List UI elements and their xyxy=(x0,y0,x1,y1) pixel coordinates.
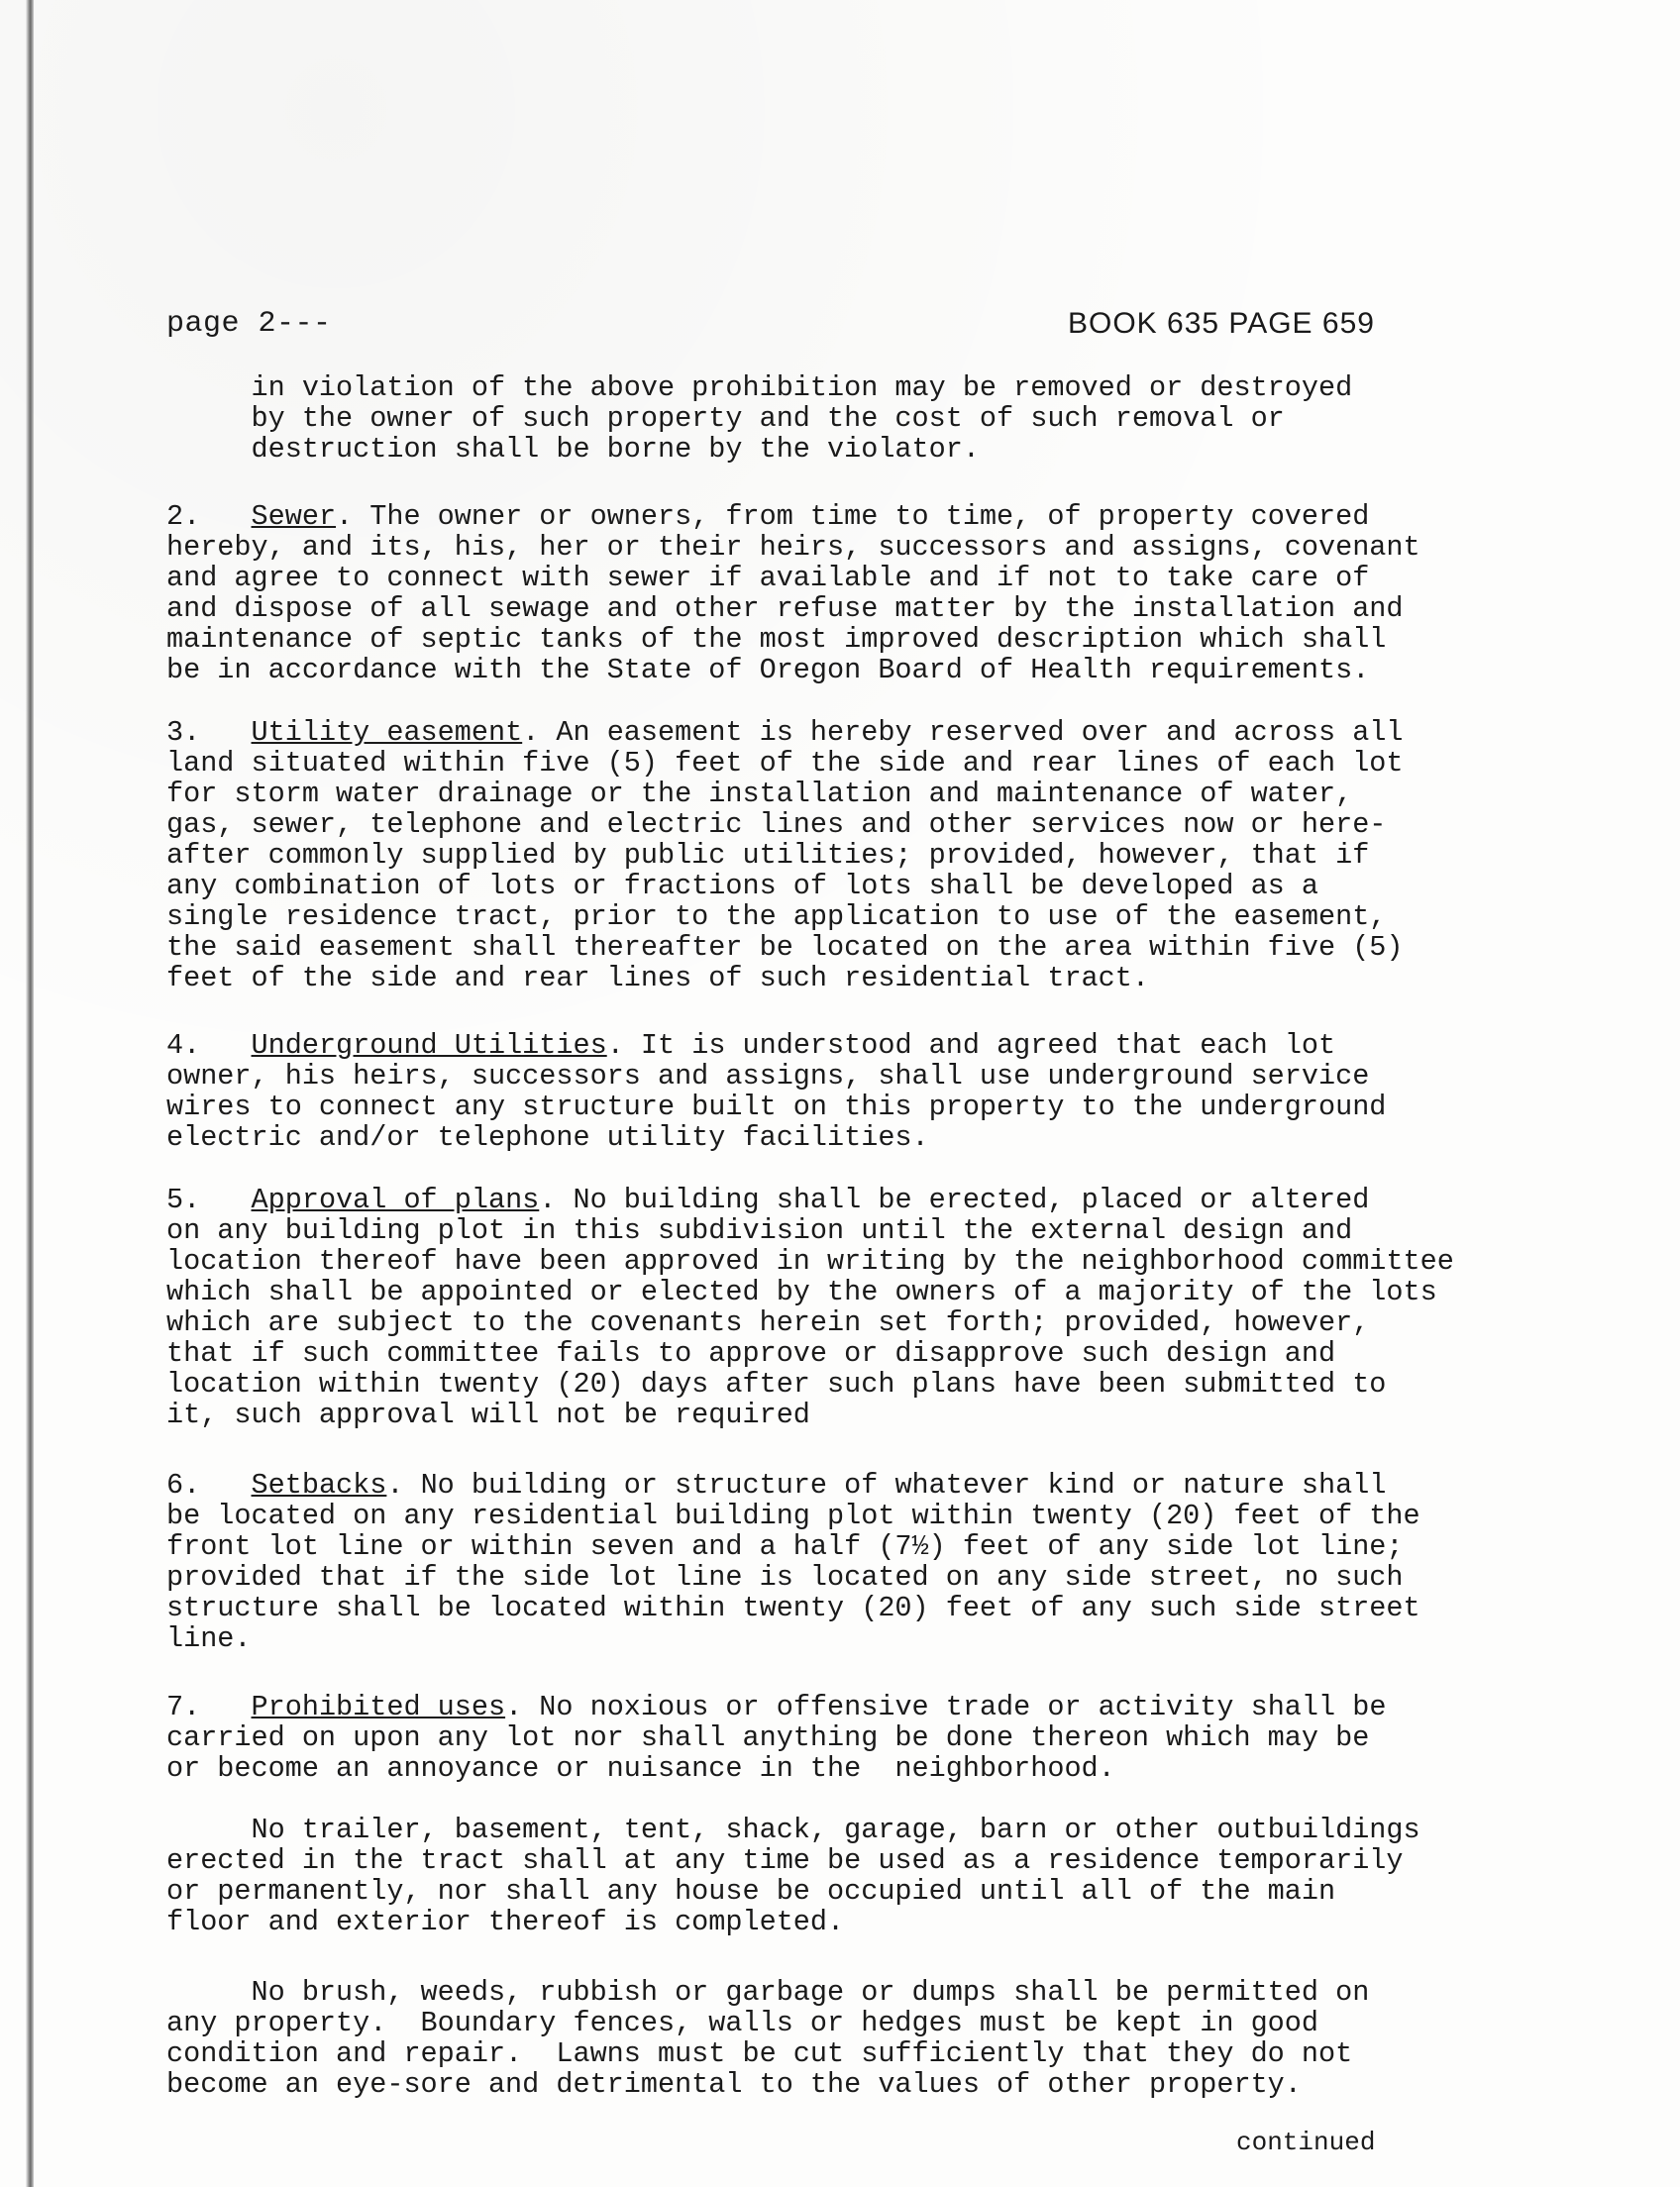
section-first-line-text: . It is understood and agreed that each lot xyxy=(606,1029,1336,1062)
text-line: which shall be appointed or elected by the owners of a majority of the lots xyxy=(166,1276,1437,1308)
section-first-line-text: . No noxious or offensive trade or activity shall be xyxy=(505,1691,1387,1723)
section-first-line xyxy=(166,717,1632,748)
text-line: which are subject to the covenants herein set forth; provided, however, xyxy=(166,1306,1370,1339)
text-line: and dispose of all sewage and other refuse matter by the installation and xyxy=(166,592,1404,625)
section-first-line-text: . An easement is hereby reserved over and across all xyxy=(522,716,1404,749)
section-number: 7. xyxy=(166,1691,201,1723)
section-first-line-text: . No building or structure of whatever kind or nature shall xyxy=(386,1469,1387,1502)
text-line: on any building plot in this subdivision until the external design and xyxy=(166,1214,1353,1247)
text-line: condition and repair. Lawns must be cut sufficiently that they do not xyxy=(166,2037,1353,2070)
section-number: 5. xyxy=(166,1184,201,1216)
section-first-line xyxy=(166,1692,1632,1722)
text-line: structure shall be located within twenty (20) feet of any such side street xyxy=(166,1592,1420,1624)
book-page-reference: BOOK 635 PAGE 659 xyxy=(1068,307,1375,340)
text-line: floor and exterior thereof is completed. xyxy=(166,1906,845,1938)
text-line: be in accordance with the State of Oregon Board of Health requirements. xyxy=(166,654,1370,686)
text-line: after commonly supplied by public utilities; provided, however, that if xyxy=(166,839,1370,872)
text-line: for storm water drainage or the installation and maintenance of water, xyxy=(166,778,1353,810)
text-line: owner, his heirs, successors and assigns, shall use underground service xyxy=(166,1060,1370,1093)
text-line: No brush, weeds, rubbish or garbage or dumps shall be permitted on xyxy=(166,1976,1370,2009)
continued-note: continued xyxy=(1236,2128,1376,2157)
text-line: No trailer, basement, tent, shack, garage, barn or other outbuildings xyxy=(166,1814,1420,1846)
section-underground-utilities xyxy=(166,1030,1632,1153)
text-line: erected in the tract shall at any time be used as a residence temporarily xyxy=(166,1844,1404,1877)
section-approval-of-plans xyxy=(166,1185,1632,1430)
section-first-line xyxy=(166,1185,1632,1215)
section-heading: Approval of plans xyxy=(251,1184,540,1216)
section-first-line-text: . The owner or owners, from time to time, of property covered xyxy=(336,500,1370,533)
page-number-label: page 2--- xyxy=(166,307,332,341)
text-line: any combination of lots or fractions of lots shall be developed as a xyxy=(166,870,1318,902)
text-line: carried on upon any lot nor shall anything be done thereon which may be xyxy=(166,1721,1370,1754)
section-heading: Utility easement xyxy=(251,716,523,749)
section-heading: Sewer xyxy=(251,500,337,533)
section-setbacks xyxy=(166,1470,1632,1654)
text-line: wires to connect any structure built on this property to the underground xyxy=(166,1091,1387,1123)
scan-binding-edge xyxy=(26,0,34,2187)
text-line: and agree to connect with sewer if available and if not to take care of xyxy=(166,562,1370,594)
section-heading: Setbacks xyxy=(251,1469,387,1502)
text-line: any property. Boundary fences, walls or hedges must be kept in good xyxy=(166,2007,1318,2039)
intro-paragraph xyxy=(166,372,1632,465)
section-first-line xyxy=(166,1030,1632,1061)
text-line: it, such approval will not be required xyxy=(166,1399,810,1431)
section-number: 4. xyxy=(166,1029,201,1062)
text-line: line. xyxy=(166,1622,252,1655)
section-first-line xyxy=(166,501,1632,532)
section-first-line xyxy=(166,1470,1632,1501)
text-line: location within twenty (20) days after such plans have been submitted to xyxy=(166,1368,1387,1401)
section-prohibited-uses xyxy=(166,1692,1632,1784)
section-number: 2. xyxy=(166,500,201,533)
text-line: gas, sewer, telephone and electric lines and other services now or here- xyxy=(166,808,1387,841)
section-first-line-text: . No building shall be erected, placed or altered xyxy=(539,1184,1370,1216)
text-line: in violation of the above prohibition may be removed or destroyed xyxy=(166,371,1353,404)
text-line: or permanently, nor shall any house be occupied until all of the main xyxy=(166,1875,1336,1908)
text-line: front lot line or within seven and a half (7½) feet of any side lot line; xyxy=(166,1530,1404,1563)
text-line: feet of the side and rear lines of such residential tract. xyxy=(166,962,1149,994)
text-line: become an eye-sore and detrimental to the values of other property. xyxy=(166,2068,1302,2101)
text-line: that if such committee fails to approve or disapprove such design and xyxy=(166,1337,1336,1370)
text-line: electric and/or telephone utility facilities. xyxy=(166,1121,929,1154)
text-line: location thereof have been approved in writing by the neighborhood committee xyxy=(166,1245,1454,1278)
section-number: 3. xyxy=(166,716,201,749)
text-line: land situated within five (5) feet of the side and rear lines of each lot xyxy=(166,747,1404,780)
section-number: 6. xyxy=(166,1469,201,1502)
section-heading: Prohibited uses xyxy=(251,1691,506,1723)
section-utility-easement xyxy=(166,717,1632,993)
text-line: or become an annoyance or nuisance in the neighborhood. xyxy=(166,1752,1115,1785)
text-line: hereby, and its, his, her or their heirs, successors and assigns, covenant xyxy=(166,531,1420,564)
text-line: be located on any residential building plot within twenty (20) feet of the xyxy=(166,1500,1420,1532)
paragraph-trailer xyxy=(166,1815,1632,1937)
section-heading: Underground Utilities xyxy=(251,1029,607,1062)
text-line: by the owner of such property and the cost of such removal or xyxy=(166,402,1285,435)
section-sewer xyxy=(166,501,1632,685)
text-line: the said easement shall thereafter be located on the area within five (5) xyxy=(166,931,1404,964)
paragraph-brush xyxy=(166,1977,1632,2100)
text-line: provided that if the side lot line is located on any side street, no such xyxy=(166,1561,1404,1594)
text-line: maintenance of septic tanks of the most improved description which shall xyxy=(166,623,1387,656)
text-line: destruction shall be borne by the violator. xyxy=(166,433,980,466)
text-line: single residence tract, prior to the application to use of the easement, xyxy=(166,900,1387,933)
